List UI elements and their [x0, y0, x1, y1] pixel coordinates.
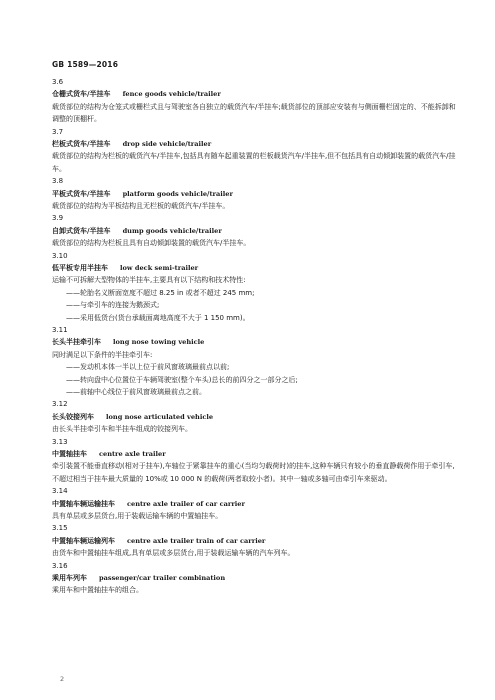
list-item: ——转向盘中心位置位于车辆驾驶室(整个车头)总长的前四分之一部分之后; — [66, 375, 298, 384]
term-line — [52, 225, 457, 237]
clause-3-14 — [52, 485, 457, 522]
term-line — [52, 138, 457, 150]
clause-3-15 — [52, 522, 457, 559]
term-english: drop side vehicle/trailer — [122, 139, 212, 148]
term-line — [52, 336, 457, 348]
term-chinese: 栏板式货车/半挂车 — [52, 139, 111, 148]
term-chinese: 长头铰接列车 — [52, 412, 94, 421]
page-number: 2 — [60, 675, 65, 683]
definition-text: 由货车和中置轴挂车组成,具有单层或多层货台,用于装载运输车辆的汽车列车。 — [52, 549, 295, 558]
clause-3-9 — [52, 212, 457, 249]
definition-text: 载货部位的结构为栏板的载货汽车/半挂车,包括具有随车起重装置的栏板载货汽车/半挂车,但不包括具有自动倾卸装置的载货汽车/挂车。 — [52, 152, 456, 173]
clause-number: 3.16 — [52, 561, 68, 570]
clause-number: 3.12 — [52, 400, 68, 409]
definition-text: 运输不可拆解大型物体的半挂车,主要具有以下结构和技术特性: — [52, 276, 246, 285]
term-chinese: 乘用车列车 — [52, 573, 87, 582]
term-chinese: 低平板专用半挂车 — [52, 263, 108, 272]
definition-text: 具有单层或多层货台,用于装载运输车辆的中置轴挂车。 — [52, 511, 223, 520]
clauses-container — [52, 76, 457, 597]
clause-3-16 — [52, 560, 457, 597]
definition-text: 同时满足以下条件的半挂牵引车: — [52, 350, 153, 359]
term-line — [52, 188, 457, 200]
clause-3-11 — [52, 324, 457, 398]
definition-text: 载货部位的结构为平板结构且无栏板的载货汽车/半挂车。 — [52, 201, 230, 210]
definition-text: 乘用车和中置轴挂车的组合。 — [52, 586, 143, 595]
clause-number: 3.9 — [52, 214, 64, 223]
clause-number: 3.7 — [52, 127, 64, 136]
list-item: ——与牵引车的连接为鹅颈式; — [66, 301, 160, 310]
clause-number: 3.13 — [52, 437, 68, 446]
list-item: ——轮胎名义断面宽度不超过 8.25 in 或者不超过 245 mm; — [66, 288, 255, 297]
term-english: centre axle trailer — [99, 449, 166, 458]
term-line — [52, 448, 457, 460]
term-chinese: 仓栅式货车/半挂车 — [52, 90, 111, 99]
clause-number: 3.15 — [52, 524, 68, 533]
term-english: fence goods vehicle/trailer — [122, 90, 221, 99]
term-chinese: 中置轴车辆运输挂车 — [52, 499, 115, 508]
term-line — [52, 498, 457, 510]
clause-3-13 — [52, 436, 457, 486]
term-chinese: 中置轴挂车 — [52, 449, 87, 458]
term-chinese: 中置轴车辆运输列车 — [52, 536, 115, 545]
definition-text: 载货部位的结构为仓笼式或栅栏式且与驾驶室各自独立的载货汽车/半挂车;载货部位的顶部应安装有与侧面栅栏固定的、不能拆卸和调整的顶棚杆。 — [52, 102, 456, 124]
term-line — [52, 572, 457, 584]
clause-3-8 — [52, 175, 457, 212]
clause-number: 3.14 — [52, 487, 68, 496]
list-item: ——发动机本体一半以上位于前风窗玻璃最前点以前; — [66, 363, 230, 372]
term-line — [52, 262, 457, 274]
term-english: platform goods vehicle/trailer — [122, 189, 233, 198]
list-item: ——采用低货台(货台承载面离地高度不大于 1 150 mm)。 — [66, 313, 250, 322]
term-english: passenger/car trailer combination — [99, 573, 226, 582]
clause-number: 3.11 — [52, 325, 68, 334]
term-line — [52, 535, 457, 547]
term-english: centre axle trailer train of car carrier — [127, 536, 266, 545]
definition-text: 由长头半挂牵引车和半挂车组成的铰接列车。 — [52, 425, 192, 434]
term-english: centre axle trailer of car carrier — [127, 499, 245, 508]
term-english: long nose towing vehicle — [113, 338, 205, 347]
term-chinese: 平板式货车/半挂车 — [52, 189, 111, 198]
clause-number: 3.6 — [52, 78, 64, 86]
term-english: long nose articulated vehicle — [106, 412, 214, 421]
clause-3-12 — [52, 398, 457, 435]
clause-number: 3.8 — [52, 177, 64, 186]
clause-3-10 — [52, 250, 457, 324]
definition-text: 牵引装置不能垂直移动(相对于挂车),车轴位于紧靠挂车的重心(当均匀载荷时)的挂车,这种车辆只有较小的垂直静载荷作用于牵引车,不超过相当于挂车最大质量的 10%或 10 000 N 的载荷(两者取较小者)。其中一轴或多轴可由牵引车来驱动。 — [52, 462, 455, 483]
clause-number: 3.10 — [52, 251, 68, 260]
term-chinese: 自卸式货车/半挂车 — [52, 226, 111, 235]
term-english: dump goods vehicle/trailer — [122, 226, 222, 235]
term-english: low deck semi-trailer — [120, 263, 199, 272]
definition-text: 载货部位的结构为栏板且具有自动倾卸装置的载货汽车/半挂车。 — [52, 239, 251, 248]
clause-3-6 — [52, 76, 457, 126]
term-line — [52, 411, 457, 423]
term-line — [52, 88, 457, 100]
standard-header: GB 1589—2016 — [52, 60, 119, 69]
term-chinese: 长头半挂牵引车 — [52, 338, 101, 347]
list-item: ——前轴中心线位于前风窗玻璃最前点之前。 — [66, 387, 206, 396]
clause-3-7 — [52, 126, 457, 176]
